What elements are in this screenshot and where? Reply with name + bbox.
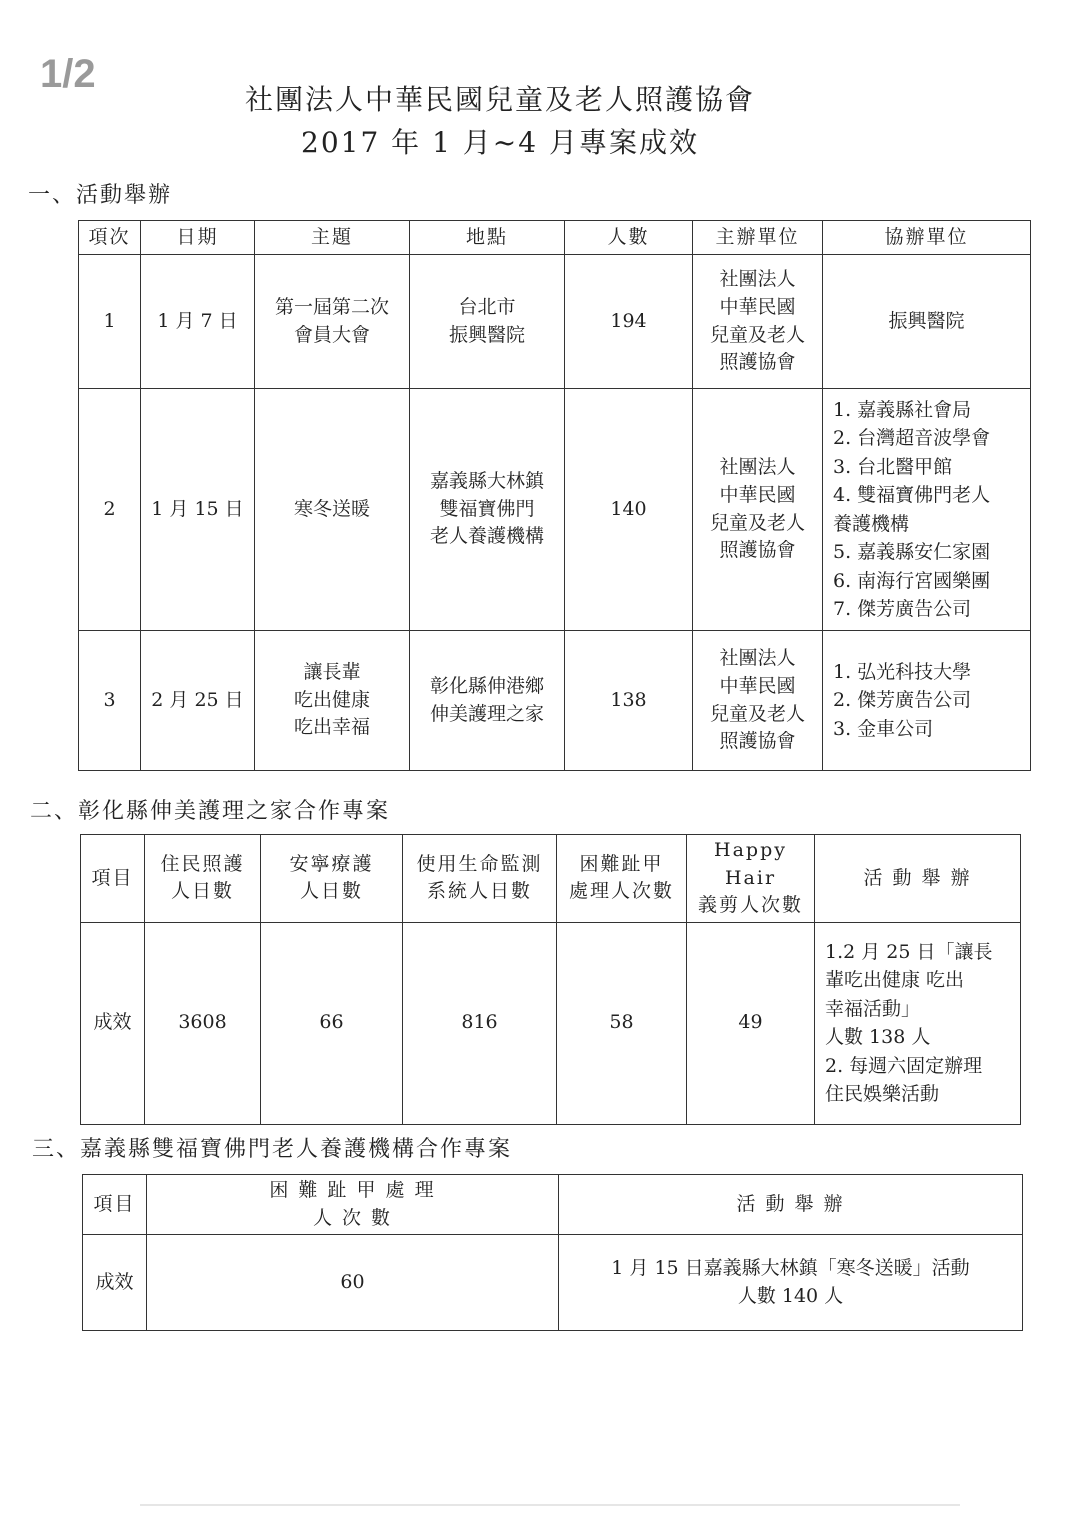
section2-heading: 二、彰化縣伸美護理之家合作專案 (30, 799, 391, 824)
value-resident-care-days: 3608 (145, 922, 261, 1124)
nursing-home-results-table (80, 834, 1021, 1125)
value-activities: 1.2 月 25 日「讓長 輩吃出健康 吃出 幸福活動」 人數 138 人 2. 每週六固定辦理 住民娛樂活動 (815, 922, 1021, 1124)
header-host: 主辦單位 (693, 221, 823, 255)
table-row (79, 255, 1031, 389)
activities-table (78, 220, 1031, 771)
header-happy-hair-count: Happy Hair 義剪人次數 (687, 835, 815, 923)
row-count: 138 (565, 631, 693, 771)
header-date: 日期 (141, 221, 255, 255)
row-host: 社團法人 中華民國 兒童及老人 照護協會 (693, 631, 823, 771)
table-row (79, 389, 1031, 631)
row-place: 彰化縣伸港鄉 伸美護理之家 (410, 631, 565, 771)
header-theme: 主題 (255, 221, 410, 255)
row-label: 成效 (83, 1235, 147, 1331)
table-row (81, 922, 1021, 1124)
value-toenail-care-count: 60 (147, 1235, 559, 1331)
section3-heading: 三、嘉義縣雙福寶佛門老人養護機構合作專案 (32, 1137, 513, 1162)
elderly-care-results-table (82, 1174, 1023, 1331)
header-activities: 活 動 舉 辦 (559, 1175, 1023, 1235)
value-happy-hair-count: 49 (687, 922, 815, 1124)
row-theme: 寒冬送暖 (255, 389, 410, 631)
row-host: 社團法人 中華民國 兒童及老人 照護協會 (693, 255, 823, 389)
row-count: 140 (565, 389, 693, 631)
row-no: 2 (79, 389, 141, 631)
header-no: 項次 (79, 221, 141, 255)
row-no: 3 (79, 631, 141, 771)
row-theme: 第一屆第二次 會員大會 (255, 255, 410, 389)
row-date: 2 月 25 日 (141, 631, 255, 771)
row-no: 1 (79, 255, 141, 389)
table-row (79, 631, 1031, 771)
header-vital-monitoring-days: 使用生命監測 系統人日數 (403, 835, 557, 923)
header-place: 地點 (410, 221, 565, 255)
row-date: 1 月 15 日 (141, 389, 255, 631)
document-subtitle: 2017 年 1 月~4 月專案成效 (301, 126, 699, 159)
row-co-organizer: 1. 弘光科技大學 2. 傑芳廣告公司 3. 金車公司 (823, 631, 1031, 771)
row-theme: 讓長輩 吃出健康 吃出幸福 (255, 631, 410, 771)
header-item: 項目 (83, 1175, 147, 1235)
section1-heading: 一、活動舉辦 (28, 183, 173, 208)
row-place: 台北市 振興醫院 (410, 255, 565, 389)
row-host: 社團法人 中華民國 兒童及老人 照護協會 (693, 389, 823, 631)
header-toenail-care-count: 困 難 趾 甲 處 理 人 次 數 (147, 1175, 559, 1235)
document-title: 社團法人中華民國兒童及老人照護協會 (244, 83, 755, 116)
scan-edge (140, 1504, 960, 1506)
value-toenail-care-count: 58 (557, 922, 687, 1124)
value-hospice-days: 66 (261, 922, 403, 1124)
header-toenail-care-count: 困難趾甲 處理人次數 (557, 835, 687, 923)
row-place: 嘉義縣大林鎮 雙福寶佛門 老人養護機構 (410, 389, 565, 631)
row-co-organizer: 1. 嘉義縣社會局 2. 台灣超音波學會 3. 台北醫甲館 4. 雙福寶佛門老人 養護機構 5. 嘉義縣安仁家園 6. 南海行宮國樂團 7. 傑芳廣告公司 (823, 389, 1031, 631)
row-label: 成效 (81, 922, 145, 1124)
header-count: 人數 (565, 221, 693, 255)
header-item: 項目 (81, 835, 145, 923)
row-count: 194 (565, 255, 693, 389)
header-resident-care-days: 住民照護 人日數 (145, 835, 261, 923)
value-vital-monitoring-days: 816 (403, 922, 557, 1124)
page-indicator: 1/2 (40, 52, 96, 96)
header-activities: 活 動 舉 辦 (815, 835, 1021, 923)
header-co-organizer: 協辦單位 (823, 221, 1031, 255)
table-row (83, 1235, 1023, 1331)
header-hospice-days: 安寧療護 人日數 (261, 835, 403, 923)
row-date: 1 月 7 日 (141, 255, 255, 389)
value-activities: 1 月 15 日嘉義縣大林鎮「寒冬送暖」活動 人數 140 人 (559, 1235, 1023, 1331)
row-co-organizer: 振興醫院 (823, 255, 1031, 389)
